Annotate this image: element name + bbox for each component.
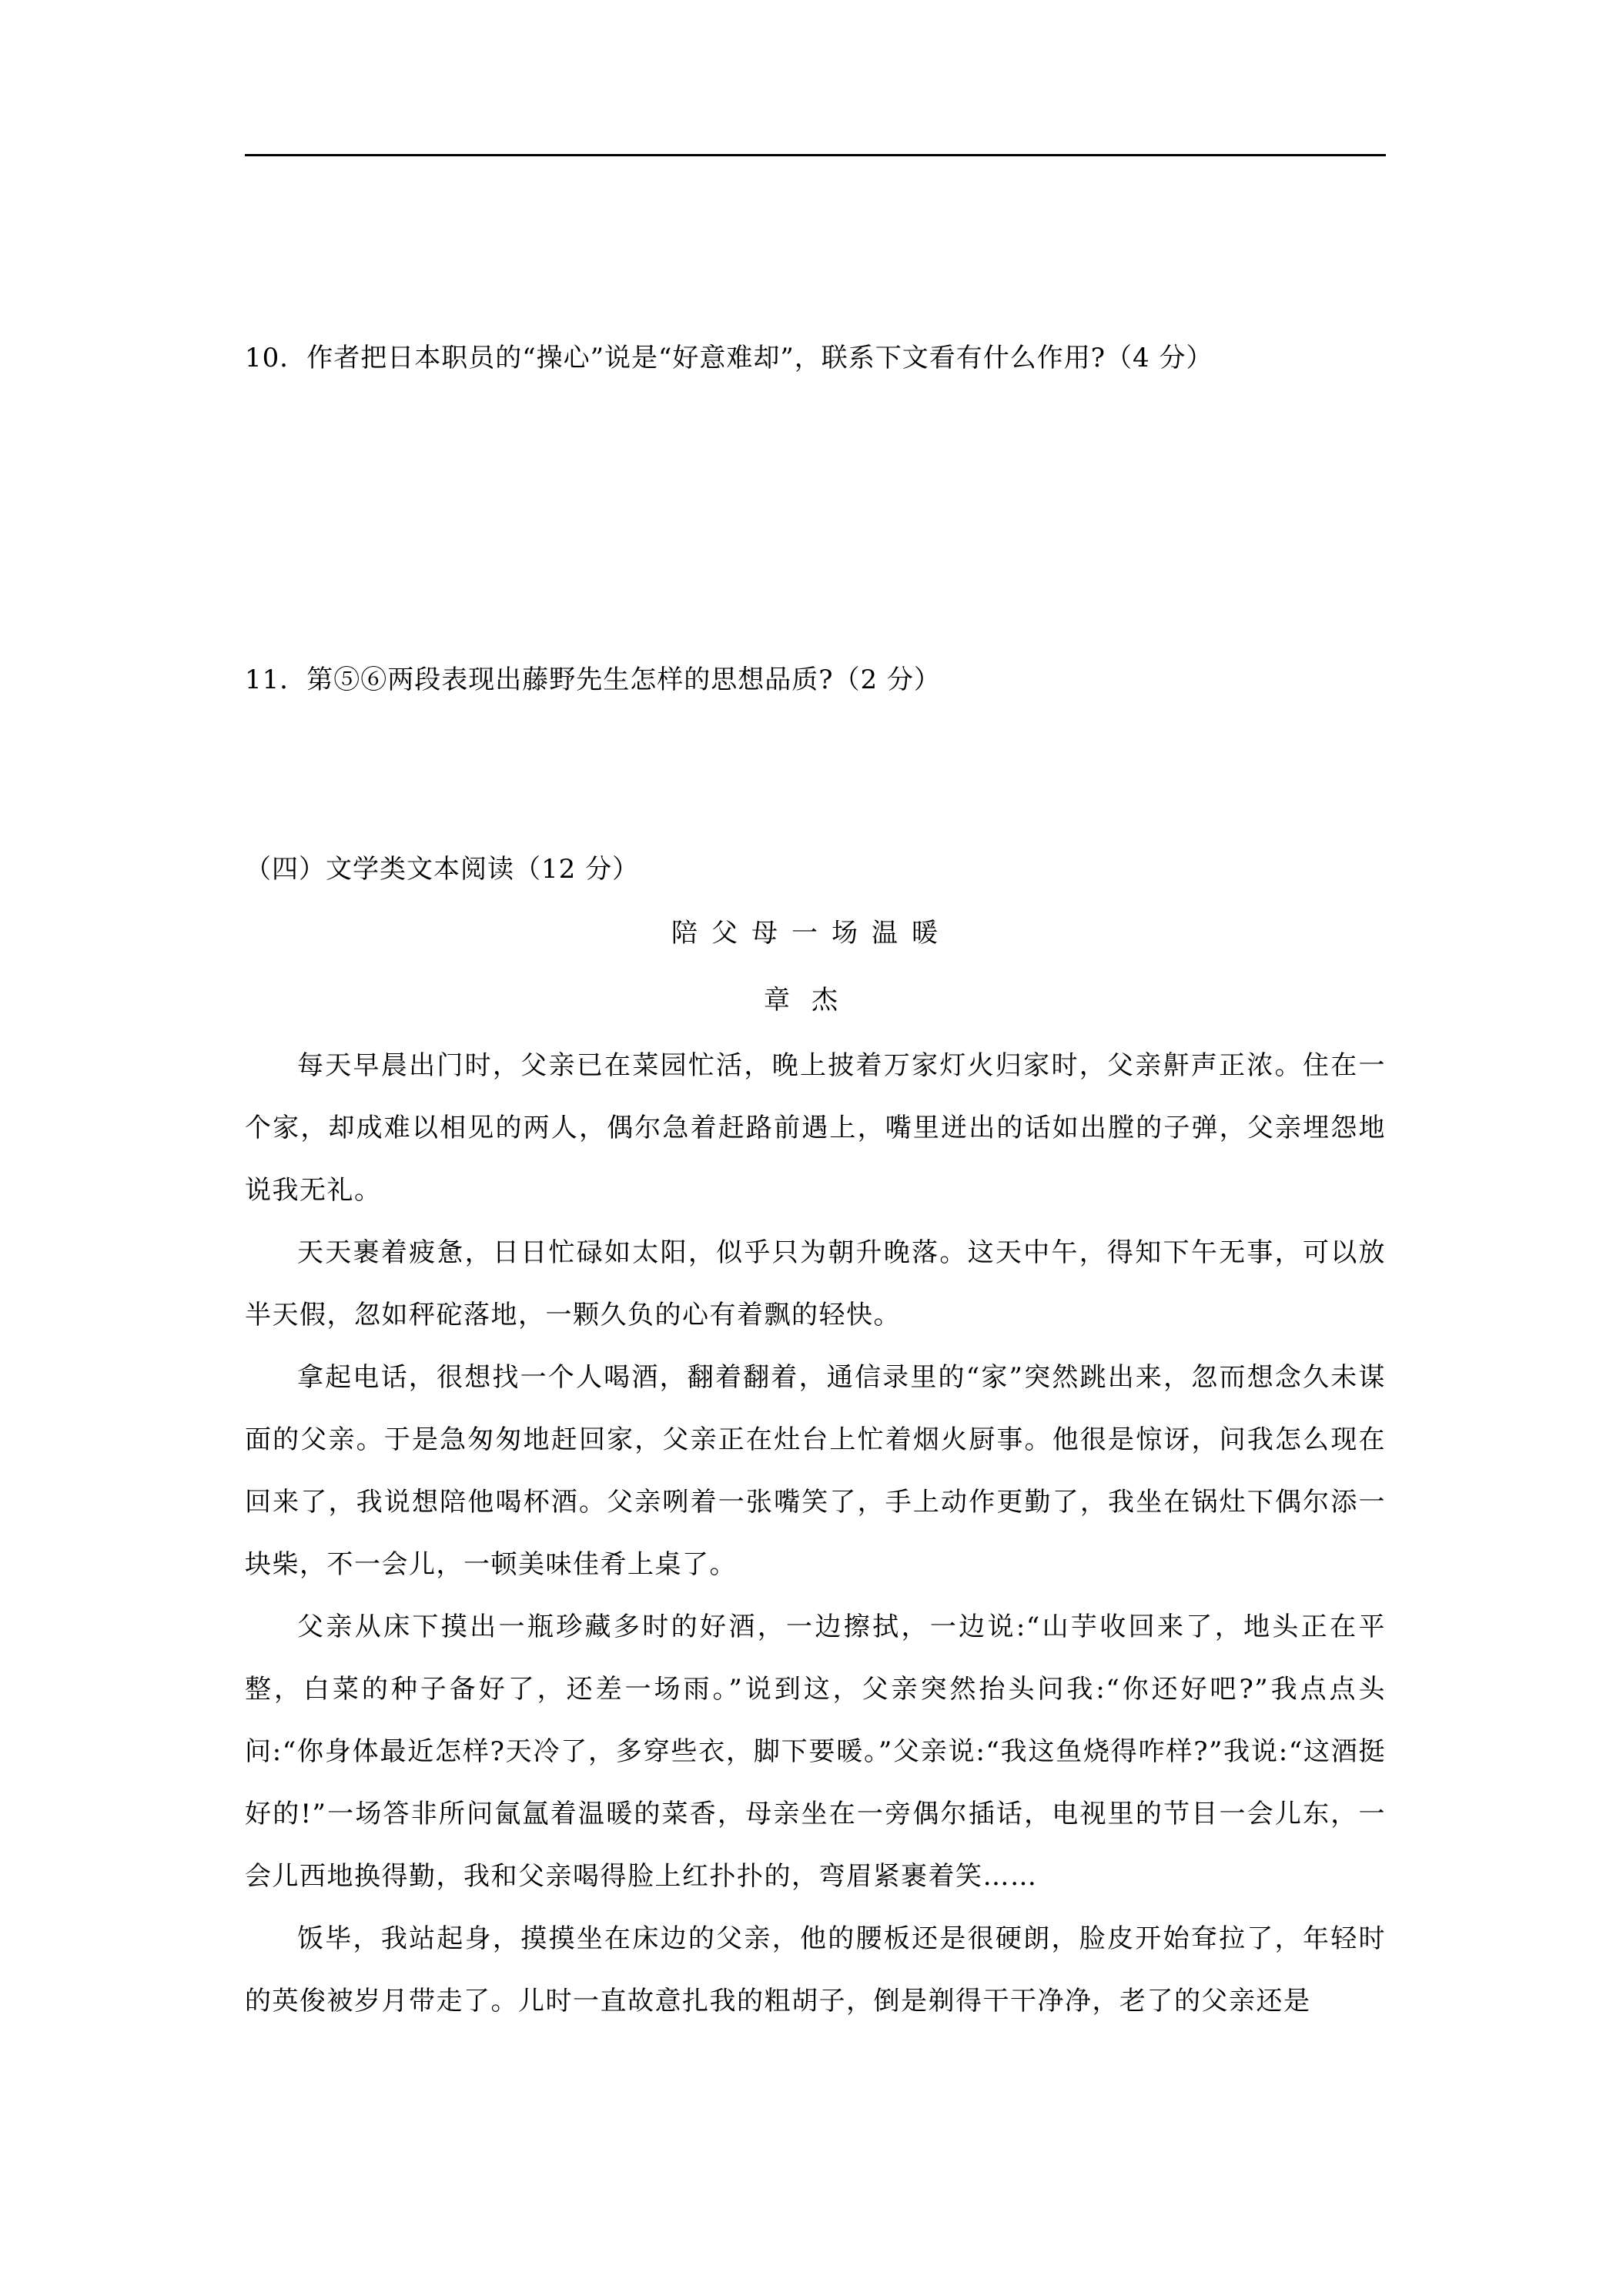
header-rule	[245, 154, 1386, 156]
paragraph: 父亲从床下摸出一瓶珍藏多时的好酒，一边擦拭，一边说:“山芋收回来了，地头正在平整，白菜的种子备好了，还差一场雨。”说到这，父亲突然抬头问我:“你还好吧?”我点点头问:“你身体最近怎样?天冷了，多穿些衣，脚下要暖。”父亲说:“我这鱼烧得咋样?”我说:“这酒挺好的!”一场答非所问氤氲着温暖的菜香，母亲坐在一旁偶尔插话，电视里的节目一会儿东，一会儿西地换得勤，我和父亲喝得脸上红扑扑的，弯眉紧裹着笑……	[245, 1612, 1386, 1892]
article-body	[245, 1035, 1386, 2033]
section-heading: （四）文学类文本阅读（12 分）	[245, 854, 640, 885]
paragraph: 拿起电话，很想找一个人喝酒，翻着翻着，通信录里的“家”突然跳出来，忽而想念久未谋面的父亲。于是急匆匆地赶回家，父亲正在灶台上忙着烟火厨事。他很是惊讶，问我怎么现在回来了，我说想陪他喝杯酒。父亲咧着一张嘴笑了，手上动作更勤了，我坐在锅灶下偶尔添一块柴，不一会儿，一顿美味佳肴上桌了。	[245, 1362, 1386, 1580]
paragraph: 饭毕，我站起身，摸摸坐在床边的父亲，他的腰板还是很硬朗，脸皮开始耷拉了，年轻时的英俊被岁月带走了。儿时一直故意扎我的粗胡子，倒是剃得干干净净，老了的父亲还是	[245, 1923, 1386, 2017]
paragraph: 天天裹着疲惫，日日忙碌如太阳，似乎只为朝升晚落。这天中午，得知下午无事，可以放半天假，忽如秤砣落地，一颗久负的心有着飘的轻快。	[245, 1237, 1386, 1330]
article-author: 章杰	[764, 985, 859, 1016]
question-10: 10．作者把日本职员的“操心”说是“好意难却”，联系下文看有什么作用?（4 分）	[245, 343, 1213, 373]
article-title: 陪父母一场温暖	[671, 918, 952, 949]
question-11: 11．第⑤⑥两段表现出藤野先生怎样的思想品质?（2 分）	[245, 664, 941, 695]
paragraph: 每天早晨出门时，父亲已在菜园忙活，晚上披着万家灯火归家时，父亲鼾声正浓。住在一个家，却成难以相见的两人，偶尔急着赶路前遇上，嘴里迸出的话如出膛的子弹，父亲埋怨地说我无礼。	[245, 1050, 1386, 1206]
